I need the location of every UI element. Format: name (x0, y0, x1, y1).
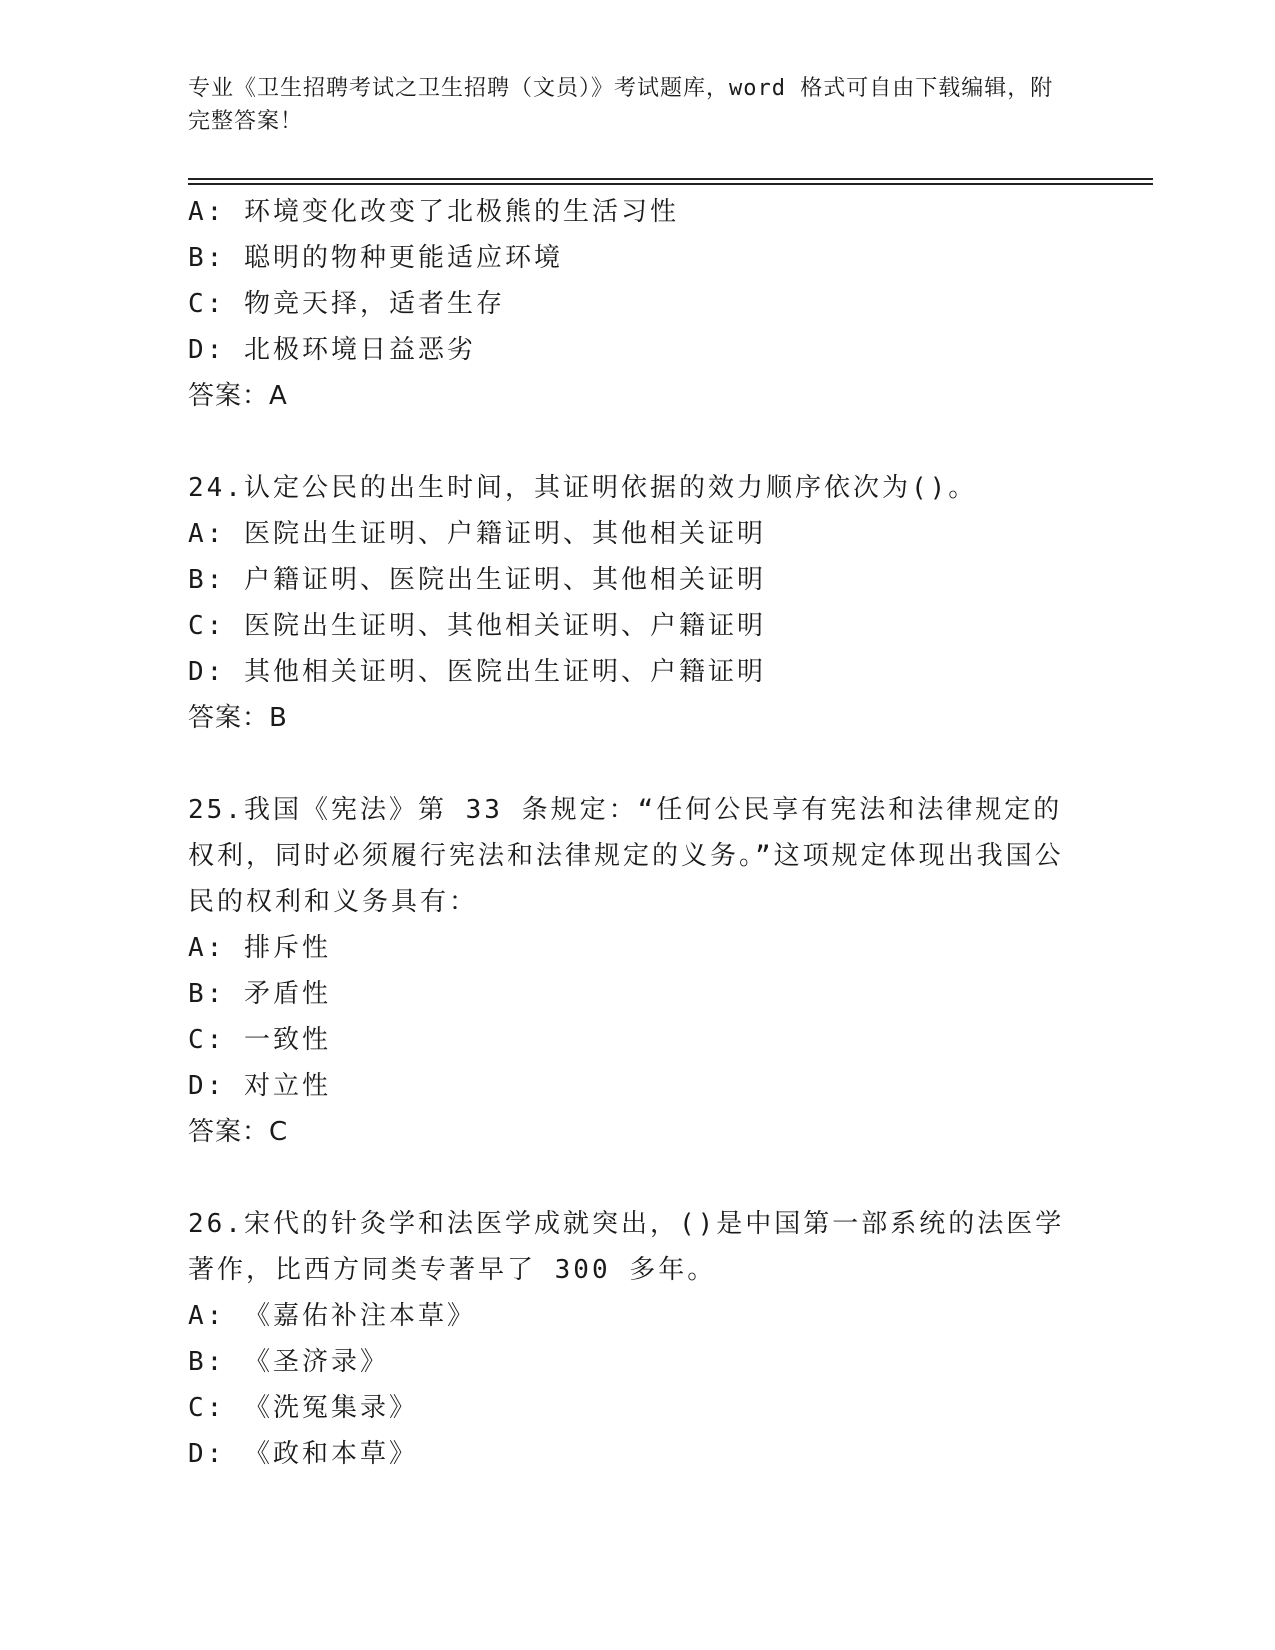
option-d: D: 对立性 (188, 1071, 331, 1101)
option-b: B: 《圣济录》 (188, 1347, 389, 1377)
answer-line: 答案：B (188, 703, 288, 733)
option-a: A: 环境变化改变了北极熊的生活习性 (188, 197, 679, 227)
answer-line: 答案：C (188, 1117, 289, 1147)
header-divider-top (188, 178, 1153, 180)
option-c: C: 医院出生证明、其他相关证明、户籍证明 (188, 611, 766, 641)
header-intro-text: 专业《卫生招聘考试之卫生招聘（文员）》考试题库，word 格式可自由下载编辑，附完整答案！ (188, 76, 1054, 134)
spacer (188, 741, 1088, 787)
question-text: 26.宋代的针灸学和法医学成就突出，()是中国第一部系统的法医学著作，比西方同类专著早了 300 多年。 (188, 1209, 1065, 1285)
question-text: 24.认定公民的出生时间，其证明依据的效力顺序依次为()。 (188, 473, 978, 503)
spacer (188, 1155, 1088, 1201)
option-b: B: 户籍证明、医院出生证明、其他相关证明 (188, 565, 766, 595)
option-c: C: 一致性 (188, 1025, 331, 1055)
header-divider-bottom (188, 183, 1153, 185)
option-d: D: 北极环境日益恶劣 (188, 335, 476, 365)
question-23 (188, 189, 1088, 419)
document-header (188, 72, 1068, 138)
option-b: B: 矛盾性 (188, 979, 331, 1009)
question-24 (188, 465, 1088, 741)
question-26 (188, 1201, 1088, 1477)
option-d: D: 《政和本草》 (188, 1439, 418, 1469)
option-a: A: 排斥性 (188, 933, 331, 963)
option-a: A: 《嘉佑补注本草》 (188, 1301, 476, 1331)
option-c: C: 物竞天择，适者生存 (188, 289, 505, 319)
spacer (188, 419, 1088, 465)
question-list (188, 189, 1088, 1477)
question-text: 25.我国《宪法》第 33 条规定：“任何公民享有宪法和法律规定的权利，同时必须履行宪法和法律规定的义务。”这项规定体现出我国公民的权利和义务具有： (188, 795, 1064, 917)
option-c: C: 《洗冤集录》 (188, 1393, 418, 1423)
option-b: B: 聪明的物种更能适应环境 (188, 243, 563, 273)
answer-line: 答案：A (188, 381, 288, 411)
option-a: A: 医院出生证明、户籍证明、其他相关证明 (188, 519, 766, 549)
question-25 (188, 787, 1088, 1155)
option-d: D: 其他相关证明、医院出生证明、户籍证明 (188, 657, 766, 687)
